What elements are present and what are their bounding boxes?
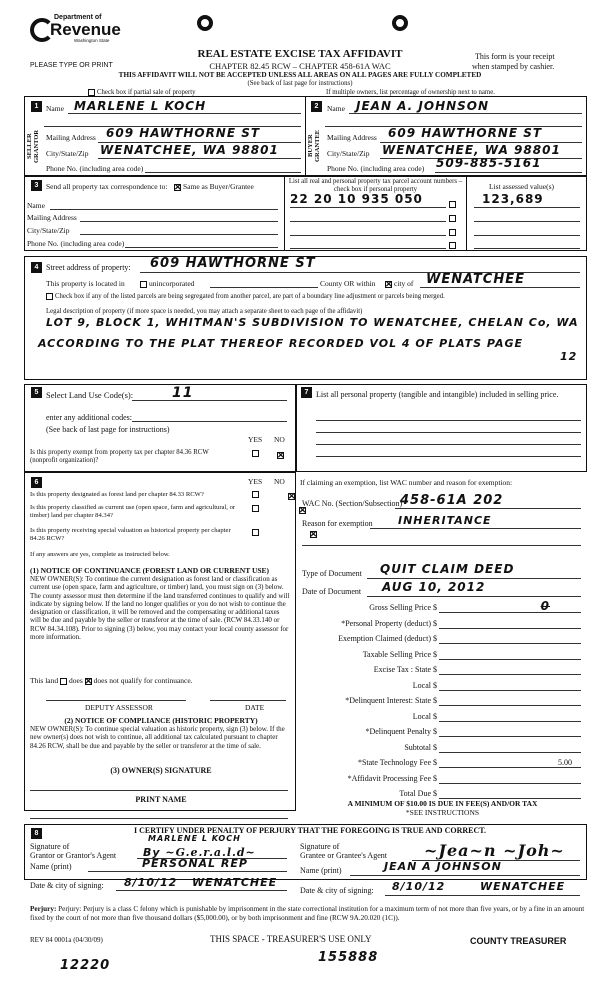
tax-row-label: Local $: [412, 680, 437, 690]
unincorporated-label: unincorporated: [149, 279, 195, 288]
does-not-checkbox[interactable]: [85, 678, 92, 685]
street-value[interactable]: 609 HAWTHORNE ST: [150, 256, 316, 271]
tax-row-label: Gross Selling Price $: [369, 603, 437, 612]
seller-phone-label: Phone No. (including area code): [46, 164, 144, 173]
parcel-line2: [290, 221, 446, 222]
exempt-question: Is this property exempt from property tax per chapter 84.36 RCW (nonprofit organization)?: [30, 449, 209, 464]
sec5-yes-header: YES: [248, 435, 263, 444]
county-or-within-label: County OR within: [320, 279, 376, 288]
exemption-label: If claiming an exemption, list WAC number and reason for exemption:: [300, 478, 513, 487]
section-3-divider1: [284, 176, 285, 251]
punch-hole-left: [197, 15, 213, 31]
partial-sale-checkbox[interactable]: [88, 89, 196, 96]
additional-codes-line: [132, 421, 287, 422]
seller-name-label: Name: [46, 104, 64, 113]
tax-row-label: *Personal Property (deduct) $: [341, 618, 437, 628]
seller-name-value[interactable]: MARLENE L KOCH: [74, 99, 207, 113]
historic-question: Is this property receiving special valuation as historical property per chapter 84.26 RCW?: [30, 527, 231, 542]
treasurer-use-label: THIS SPACE - TREASURER'S USE ONLY: [210, 934, 372, 944]
personal-line4: [316, 456, 581, 457]
county-line: [210, 287, 318, 288]
seller-phone-line: [145, 172, 301, 173]
sec3-phone-label: Phone No. (including area code): [27, 239, 125, 248]
send-correspondence-label: Send all property tax correspondence to:: [46, 182, 168, 191]
deputy-date-line: [210, 700, 286, 701]
grantor-date-value[interactable]: 8/10/12: [124, 876, 178, 889]
section-3-number: 3: [31, 180, 42, 191]
segregated-checkbox[interactable]: [46, 293, 445, 300]
section-6-box: [24, 472, 296, 811]
does-label: does: [69, 676, 83, 685]
section-3-divider2: [466, 176, 467, 251]
assessed-line3: [474, 235, 580, 236]
tax-row-label: Subtotal $: [404, 742, 437, 752]
grantor-date-label: Date & city of signing:: [30, 881, 104, 890]
legal-line1[interactable]: LOT 9, BLOCK 1, WHITMAN'S SUBDIVISION TO WENATCHEE, CHELAN Co, WA: [46, 316, 579, 329]
grantee-name-label: Name (print): [300, 866, 342, 875]
exempt-yes-checkbox[interactable]: [252, 450, 259, 457]
assessed-line1: [474, 207, 580, 208]
minimum-due-note: A MINIMUM OF $10.00 IS DUE IN FEE(S) AND/OR TAX: [347, 799, 538, 808]
perjury-bold: Perjury:: [30, 905, 57, 913]
grantor-signature-top[interactable]: MARLENE L KOCH: [148, 834, 241, 843]
city-value[interactable]: WENATCHEE: [426, 272, 525, 287]
deputy-line: [46, 700, 186, 701]
tax-row-value[interactable]: 0: [540, 599, 550, 613]
personal-line3: [316, 444, 581, 445]
buyer-side-label: BUYER GRANTEE: [307, 129, 321, 163]
tax-row-line: [439, 767, 581, 768]
grantor-city-value[interactable]: WENATCHEE: [192, 876, 278, 889]
parcel-header: List all real and personal property tax parcel account numbers – check box if personal property: [288, 178, 463, 193]
grantee-name-value[interactable]: JEAN A JOHNSON: [384, 860, 502, 873]
owner-signature-line: [30, 790, 288, 791]
print-name-label: PRINT NAME: [135, 795, 187, 804]
reason-line: [370, 528, 581, 529]
multiple-owners-note: If multiple owners, list percentage of ownership next to name.: [326, 89, 495, 96]
grantor-name-label: Name (print): [30, 862, 72, 871]
doc-date-line: [367, 596, 581, 597]
certify-statement: I CERTIFY UNDER PENALTY OF PERJURY THAT THE FOREGOING IS TRUE AND CORRECT.: [133, 826, 486, 835]
doc-type-line: [367, 578, 581, 579]
tax-row-line: [439, 705, 581, 706]
sec6-yes-header: YES: [248, 477, 263, 486]
form-title: REAL ESTATE EXCISE TAX AFFIDAVIT: [197, 48, 403, 60]
print-name-line: [30, 818, 288, 819]
legal-line2[interactable]: ACCORDING TO THE PLAT THEREOF RECORDED VOL 4 OF PLATS PAGE: [38, 337, 524, 350]
sec3-city-line: [80, 234, 278, 235]
assessed-header: List assessed value(s): [489, 182, 554, 191]
tax-row-line: [439, 612, 581, 613]
current-use-yes-checkbox[interactable]: [252, 505, 259, 512]
parcel-checkbox-4[interactable]: [449, 242, 456, 249]
same-as-buyer-label: Same as Buyer/Grantee: [183, 182, 254, 191]
sec3-city-label: City/State/Zip: [27, 226, 70, 235]
land-use-see-back: (See back of last page for instructions): [46, 425, 170, 434]
tax-row-line: [439, 721, 581, 722]
unincorporated-checkbox[interactable]: [140, 279, 194, 288]
tax-row-label: Total Due $: [399, 789, 437, 798]
seller-side-label: SELLER GRANTOR: [26, 129, 40, 163]
print-note: PLEASE TYPE OR PRINT: [30, 62, 113, 69]
section-8-number: 8: [31, 828, 42, 839]
doc-type-label: Type of Document: [302, 569, 362, 578]
sec3-mail-label: Mailing Address: [27, 213, 77, 222]
section-5-number: 5: [31, 387, 42, 398]
sec3-phone-line: [125, 247, 278, 248]
assessed-line2: [474, 221, 580, 222]
tax-row-line: [439, 628, 581, 629]
see-back-text: (See back of last page for instructions): [247, 80, 353, 87]
county-treasurer-label: COUNTY TREASURER: [470, 936, 567, 946]
assessed-value[interactable]: 123,689: [482, 192, 544, 206]
notice1-body: NEW OWNER(S): To continue the current designation as forest land or classification as current use (open space, farm and agriculture, or timber) land, you must sign on (3) below. The county assessor must then determine if the land transferred continues to qualify and will indicate by signing below. If the land no longer qualifies or you do not wish to continue the designation or classification, it will be removed and the compensating or additional taxes will be due and payable by the seller or transferor at the time of sale. (RCW 84.33.140 or RCW 84.34.108). Prior to signing (3) below, you may contact your local county assessor for more information.: [30, 575, 290, 642]
personal-line1: [316, 420, 581, 421]
this-land-label: This land: [30, 676, 59, 685]
street-label: Street address of property:: [46, 263, 131, 272]
sec3-name-line: [50, 209, 278, 210]
perjury-text: [30, 905, 585, 923]
tax-row-line: [439, 643, 581, 644]
historic-no-checkbox[interactable]: [310, 531, 317, 538]
grantee-signature-label: Signature of Grantee or Grantee's Agent: [300, 842, 387, 860]
does-checkbox[interactable]: [60, 678, 67, 685]
land-use-line: [132, 400, 287, 401]
tax-row-label: Excise Tax : State $: [373, 665, 437, 674]
section-7-number: 7: [301, 387, 312, 398]
additional-codes-label: enter any additional codes:: [46, 413, 132, 422]
punch-hole-right: [392, 15, 408, 31]
doc-date-label: Date of Document: [302, 587, 362, 596]
owner-signature-label: (3) OWNER(S) SIGNATURE: [110, 766, 212, 775]
seller-buyer-divider: [305, 96, 306, 176]
reason-value[interactable]: INHERITANCE: [398, 514, 492, 527]
tax-row-label: Exemption Claimed (deduct) $: [338, 634, 437, 643]
deputy-label: DEPUTY ASSESSOR: [85, 703, 153, 712]
notice2-title: (2) NOTICE OF COMPLIANCE (HISTORIC PROPERTY): [64, 716, 258, 725]
section-4-number: 4: [31, 262, 42, 273]
buyer-city-label: City/State/Zip: [327, 149, 370, 158]
buyer-mail-label: Mailing Address: [327, 133, 377, 142]
doc-type-value[interactable]: QUIT CLAIM DEED: [380, 562, 515, 576]
grantee-name-line: [350, 875, 580, 876]
seller-mail-value[interactable]: 609 HAWTHORNE ST: [106, 126, 261, 140]
perjury-body: Perjury: Perjury is a class C felony which is punishable by imprisonment in the state correctional institution for a maximum term of not more than five years, or by a fine in an amount fixed by the court of not more than five thousand dollars ($5,000.00), or by both imprisonment and fine (RCW 9A.20.020 (1C)).: [30, 905, 585, 922]
notice2-body: NEW OWNER(S): To continue special valuation as historic property, sign (3) below. If the new owner(s) does not wish to continue, all additional tax calculated pursuant to chapter 84.26 RCW, shall be due and payable by the seller or transferor at the time of sale.: [30, 725, 285, 750]
receipt-line2: when stamped by cashier.: [472, 62, 555, 71]
continuance-line: [30, 676, 193, 685]
buyer-mail-value[interactable]: 609 HAWTHORNE ST: [388, 126, 543, 140]
stamp-number-2: 155888: [318, 950, 379, 965]
notice1-title: (1) NOTICE OF CONTINUANCE (FOREST LAND OR CURRENT USE): [30, 566, 270, 575]
grantee-city-value[interactable]: WENATCHEE: [480, 880, 566, 893]
grantor-name-line: [88, 871, 287, 872]
buyer-phone-line: [435, 172, 582, 173]
partial-sale-label: Check box if partial sale of property: [97, 89, 196, 97]
tax-row-line: [439, 690, 581, 691]
forest-yes-checkbox[interactable]: [252, 491, 259, 498]
grantor-by-label: By: [143, 846, 161, 859]
tax-row-line: [439, 659, 581, 660]
parcel-checkbox-1[interactable]: [449, 201, 456, 208]
forest-question: Is this property designated as forest land per chapter 84.33 RCW?: [30, 491, 204, 498]
buyer-name-label: Name: [327, 104, 345, 113]
seller-mail-label: Mailing Address: [46, 133, 96, 142]
doc-date-value[interactable]: AUG 10, 2012: [382, 580, 486, 594]
assessed-line4: [474, 248, 580, 249]
wac-value[interactable]: 458-61A 202: [400, 493, 504, 508]
sec6-no-header: NO: [274, 477, 285, 486]
grantor-date-line: [116, 890, 287, 891]
deputy-date-label: DATE: [245, 703, 265, 712]
dept-line1: Department of: [54, 14, 102, 21]
form-number: REV 84 0001a (04/30/09): [30, 936, 103, 944]
wac-line: [395, 508, 581, 509]
land-use-label: Select Land Use Code(s):: [46, 390, 134, 400]
form-chapter: CHAPTER 82.45 RCW – CHAPTER 458-61A WAC: [209, 61, 391, 71]
historic-yes-checkbox[interactable]: [252, 529, 259, 536]
personal-line2: [316, 432, 581, 433]
tax-row-label: *State Technology Fee $: [357, 758, 437, 767]
grantee-date-line: [385, 895, 580, 896]
grantee-date-value[interactable]: 8/10/12: [392, 880, 446, 893]
section-1-number: 1: [31, 101, 42, 112]
parcel-line1: [290, 207, 446, 208]
see-instructions-note: *SEE INSTRUCTIONS: [405, 808, 480, 817]
tax-row-label: *Delinquent Interest: State $: [345, 696, 437, 705]
wac-label: WAC No. (Section/Subsection): [302, 499, 403, 508]
grantee-date-label: Date & city of signing:: [300, 886, 374, 895]
tax-row-line: [439, 674, 581, 675]
land-use-value[interactable]: 11: [172, 385, 194, 401]
parcel-value[interactable]: 22 20 10 935 050: [290, 192, 423, 206]
seller-city-value[interactable]: WENATCHEE, WA 98801: [100, 143, 279, 157]
personal-property-label: List all personal property (tangible and intangible) included in selling price.: [316, 390, 559, 399]
seller-name-line: [68, 113, 301, 114]
exempt-no-checkbox[interactable]: [277, 452, 284, 459]
parcel-line4: [290, 248, 446, 249]
grantee-signature-value[interactable]: ~Jea~n ~Joh~: [424, 841, 565, 860]
grantor-signature-value[interactable]: By ~G.e.r.a.l.d~: [143, 846, 256, 859]
seller-city-label: City/State/Zip: [46, 149, 89, 158]
parcel-line3: [290, 235, 446, 236]
segregated-label: Check box if any of the listed parcels are being segregated from another parcel, are part of a boundary line adjustment or parcels being merged.: [55, 293, 445, 301]
tax-row-value[interactable]: 5.00: [558, 758, 572, 767]
tax-row-line: [439, 752, 581, 753]
city-of-checkbox[interactable]: [385, 279, 413, 288]
located-label: This property is located in: [46, 279, 125, 288]
dept-state: Washington State: [74, 38, 110, 43]
tax-row-label: *Affidavit Processing Fee $: [347, 773, 437, 783]
city-of-label: city of: [394, 279, 414, 288]
sec3-mail-line: [80, 221, 278, 222]
grantor-name-value[interactable]: PERSONAL REP: [142, 857, 248, 870]
stamp-number-1: 12220: [60, 958, 111, 973]
section-6-number: 6: [31, 477, 42, 488]
buyer-name-value[interactable]: JEAN A. JOHNSON: [356, 99, 490, 113]
reason-label: Reason for exemption: [302, 519, 373, 528]
current-use-question: Is this property classified as current use (open space, farm and agricultural, or timber) land per chapter 84.34?: [30, 504, 236, 519]
city-line: [420, 287, 580, 288]
if-yes-note: If any answers are yes, complete as instructed below.: [30, 551, 170, 558]
seller-city-line: [98, 158, 301, 159]
reason-line2: [302, 545, 581, 546]
receipt-line1: This form is your receipt: [475, 52, 555, 61]
same-as-buyer-checkbox[interactable]: [174, 182, 254, 191]
parcel-checkbox-3[interactable]: [449, 229, 456, 236]
buyer-name-line: [349, 113, 582, 114]
dept-brand: Revenue: [50, 20, 121, 39]
buyer-phone-label: Phone No. (including area code): [327, 164, 425, 173]
tax-row-label: *Delinquent Penalty $: [365, 727, 437, 736]
grantor-signature-label: Signature of Grantor or Grantor's Agent: [30, 842, 117, 860]
legal-line3[interactable]: 12: [560, 350, 578, 363]
buyer-phone-value[interactable]: 509-885-5161: [436, 156, 542, 170]
tax-row-label: Taxable Selling Price $: [362, 649, 437, 659]
buyer-city-value[interactable]: WENATCHEE, WA 98801: [382, 143, 561, 157]
legal-label: Legal description of property (if more space is needed, you may attach a separate sheet to each page of the affidavit): [46, 308, 363, 315]
warning-text: THIS AFFIDAVIT WILL NOT BE ACCEPTED UNLESS ALL AREAS ON ALL PAGES ARE FULLY COMPLETED: [118, 71, 482, 79]
does-not-label: does not qualify for continuance.: [93, 676, 193, 685]
tax-row-label: Local $: [412, 711, 437, 721]
parcel-checkbox-2[interactable]: [449, 215, 456, 222]
section-2-number: 2: [311, 101, 322, 112]
sec3-name-label: Name: [27, 201, 45, 210]
forest-no-checkbox[interactable]: [288, 493, 295, 500]
sec5-no-header: NO: [274, 435, 285, 444]
tax-row-line: [439, 736, 581, 737]
tax-row-line: [439, 783, 581, 784]
